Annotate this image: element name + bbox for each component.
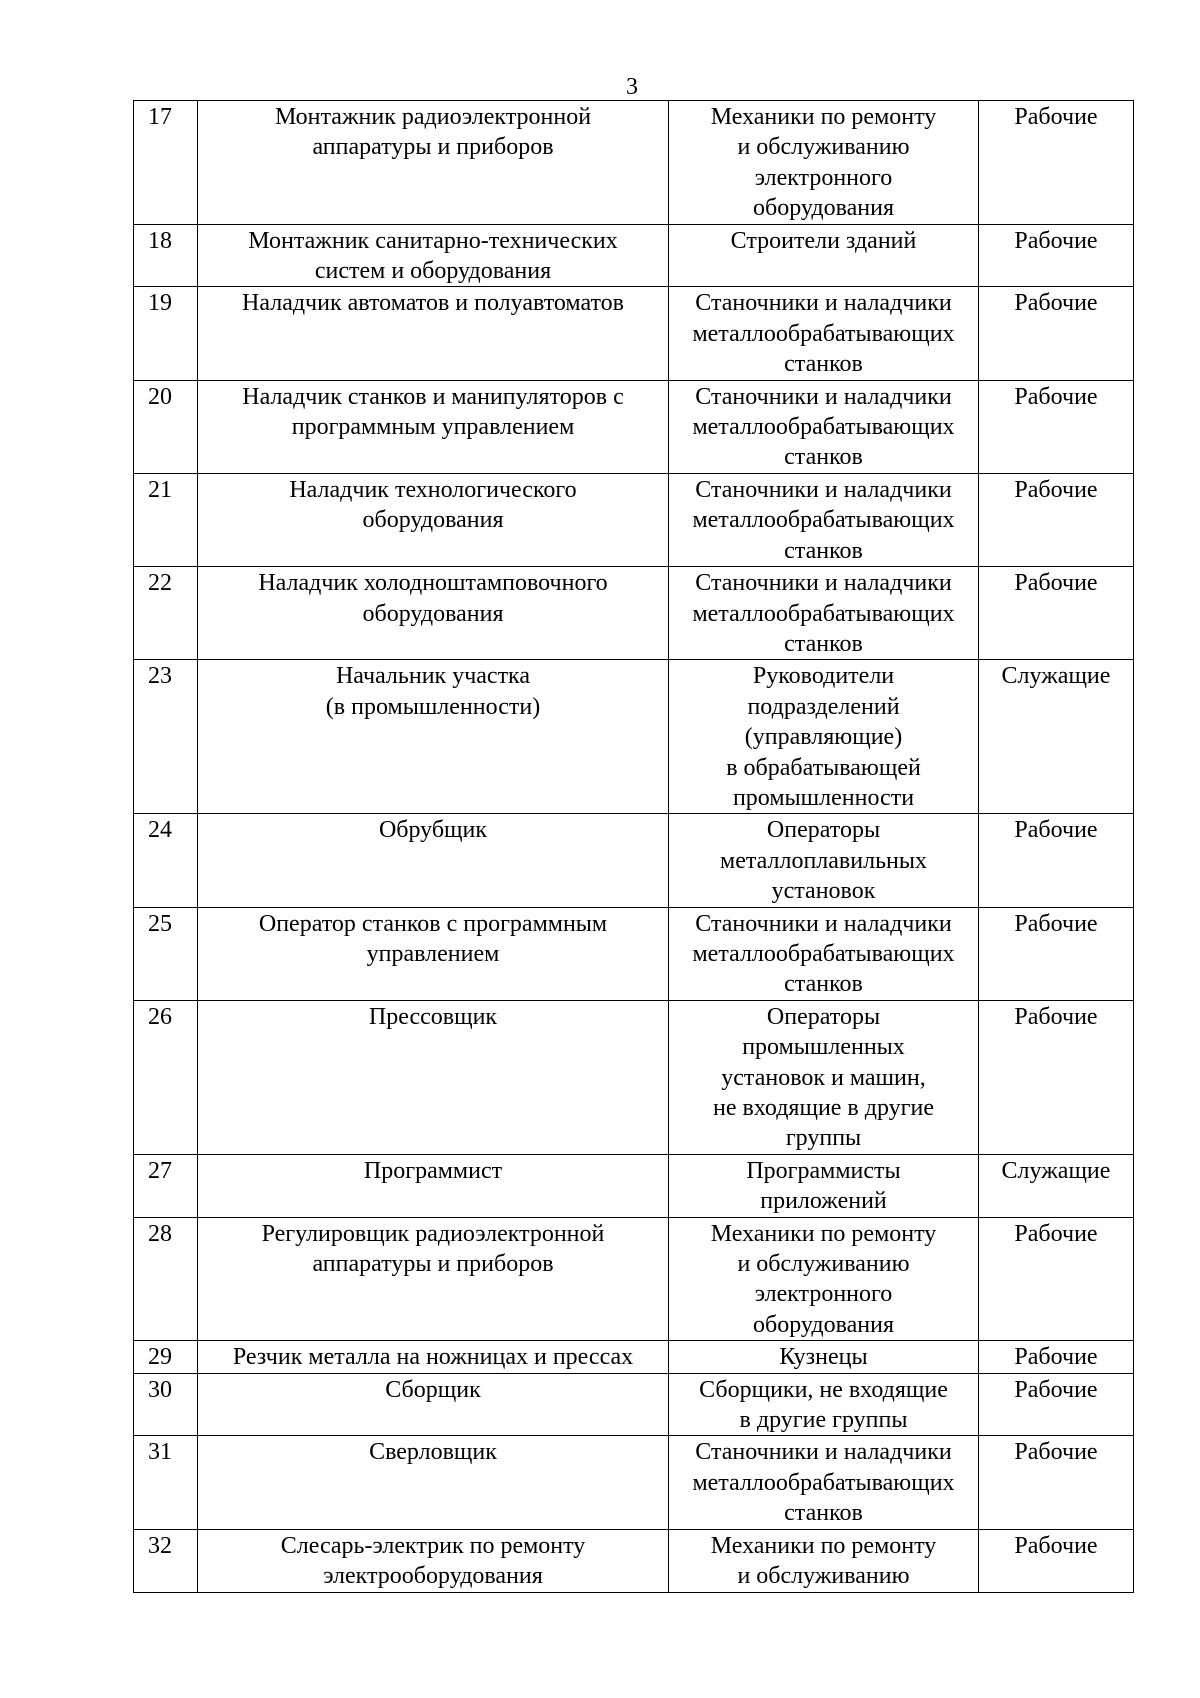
occupation-group-line: металлообрабатывающих <box>692 320 955 347</box>
occupation-group-line: промышленных <box>742 1034 905 1061</box>
occupation-group-line: Операторы <box>766 1003 881 1030</box>
profession-name-line: Слесарь-электрик по ремонту <box>280 1532 586 1559</box>
profession-name-line: Наладчик технологического <box>289 476 577 503</box>
row-number: 26 <box>134 1000 198 1154</box>
table-row <box>134 814 1134 907</box>
profession-name-line: электрооборудования <box>323 1563 543 1590</box>
occupation-group-line: оборудования <box>753 1311 894 1338</box>
occupation-group-line: станков <box>784 537 863 564</box>
profession-name-line: Монтажник радиоэлектронной <box>274 104 592 130</box>
row-number: 17 <box>134 101 198 225</box>
worker-category: Рабочие <box>979 1000 1134 1154</box>
occupation-group-line: оборудования <box>753 195 894 222</box>
occupation-group-line: металлообрабатывающих <box>692 600 955 627</box>
profession-name-line: программным управлением <box>291 414 575 441</box>
occupation-group-line: Станочники и наладчики <box>695 383 952 410</box>
row-number: 20 <box>134 380 198 473</box>
occupation-group-line: металлообрабатывающих <box>692 940 955 967</box>
table-body <box>134 101 1134 1593</box>
worker-category: Рабочие <box>979 287 1134 380</box>
occupation-group <box>669 473 979 566</box>
profession-name <box>198 224 669 287</box>
occupation-group-line: Сборщики, не входящие <box>699 1376 948 1403</box>
profession-name <box>198 907 669 1000</box>
occupation-group <box>669 1154 979 1217</box>
row-number: 18 <box>134 224 198 287</box>
table-row <box>134 1000 1134 1154</box>
worker-category: Рабочие <box>979 1529 1134 1592</box>
profession-name-line: Прессовщик <box>368 1003 498 1030</box>
occupation-group-line: в обрабатывающей <box>726 754 921 781</box>
occupation-group <box>669 907 979 1000</box>
profession-name-line: Обрубщик <box>378 817 488 844</box>
occupation-group-line: металлоплавильных <box>720 847 927 874</box>
occupation-group <box>669 224 979 287</box>
occupation-group <box>669 814 979 907</box>
profession-name-line: Оператор станков с программным <box>258 910 608 937</box>
occupation-group-line: электронного <box>754 1281 893 1308</box>
row-number: 32 <box>134 1529 198 1592</box>
occupation-group-line: станков <box>784 351 863 378</box>
profession-name-line: Программист <box>363 1157 503 1184</box>
table-row <box>134 224 1134 287</box>
profession-name <box>198 1373 669 1436</box>
profession-name-line: аппаратуры и приборов <box>312 1251 554 1278</box>
worker-category: Служащие <box>979 660 1134 814</box>
row-number: 21 <box>134 473 198 566</box>
occupation-group <box>669 1341 979 1373</box>
occupation-group-line: группы <box>785 1125 862 1152</box>
occupation-group-line: Станочники и наладчики <box>695 570 952 597</box>
profession-name-line: Сборщик <box>385 1376 481 1403</box>
table-row <box>134 380 1134 473</box>
profession-name-line: (в промышленности) <box>325 693 541 720</box>
table-row <box>134 1217 1134 1341</box>
profession-name <box>198 380 669 473</box>
occupation-group-line: (управляющие) <box>744 724 903 751</box>
row-number: 22 <box>134 567 198 660</box>
worker-category: Рабочие <box>979 1373 1134 1436</box>
table-row <box>134 287 1134 380</box>
profession-name-line: Наладчик автоматов и полуавтоматов <box>242 290 624 317</box>
profession-name <box>198 1217 669 1341</box>
table-row <box>134 567 1134 660</box>
table-row <box>134 101 1134 225</box>
occupation-group-line: металлообрабатывающих <box>692 414 955 441</box>
worker-category: Рабочие <box>979 567 1134 660</box>
occupation-group-line: приложений <box>760 1188 887 1215</box>
profession-name <box>198 1154 669 1217</box>
occupation-group-line: Механики по ремонту <box>710 104 937 130</box>
occupation-group <box>669 1436 979 1529</box>
profession-name-line: аппаратуры и приборов <box>312 134 554 161</box>
profession-name-line: Резчик металла на ножницах и прессах <box>232 1344 634 1371</box>
occupation-group-line: установок <box>771 878 876 905</box>
profession-name-line: Монтажник санитарно-технических <box>248 227 618 254</box>
occupation-group-line: станков <box>784 444 863 471</box>
occupation-group-line: станков <box>784 630 863 657</box>
table-row <box>134 1529 1134 1592</box>
profession-name-line: Сверловщик <box>369 1439 497 1466</box>
profession-name <box>198 814 669 907</box>
occupation-group <box>669 567 979 660</box>
occupation-group-line: промышленности <box>732 784 915 811</box>
profession-name <box>198 660 669 814</box>
profession-name-line: управлением <box>366 940 500 967</box>
worker-category: Рабочие <box>979 380 1134 473</box>
table-row <box>134 660 1134 814</box>
occupation-group-line: установок и машин, <box>721 1064 926 1091</box>
occupation-group-line: электронного <box>754 164 893 191</box>
occupation-group-line: и обслуживанию <box>737 1563 910 1590</box>
worker-category: Рабочие <box>979 907 1134 1000</box>
occupation-group-line: Механики по ремонту <box>710 1220 937 1247</box>
occupation-group-line: Программисты <box>746 1157 901 1184</box>
occupation-group-line: Механики по ремонту <box>710 1532 937 1559</box>
worker-category: Рабочие <box>979 101 1134 225</box>
worker-category: Рабочие <box>979 1436 1134 1529</box>
profession-name <box>198 473 669 566</box>
occupation-group-line: не входящие в другие <box>712 1095 934 1121</box>
occupation-group <box>669 287 979 380</box>
page-number: 3 <box>626 74 638 100</box>
occupation-group-line: Станочники и наладчики <box>695 910 952 937</box>
occupation-group-line: и обслуживанию <box>737 134 910 161</box>
occupation-group-line: в другие группы <box>739 1407 908 1434</box>
row-number: 25 <box>134 907 198 1000</box>
occupation-group-line: и обслуживанию <box>737 1251 910 1278</box>
row-number: 19 <box>134 287 198 380</box>
profession-name <box>198 287 669 380</box>
occupation-group-line: Станочники и наладчики <box>695 476 952 503</box>
profession-name-line: Наладчик станков и манипуляторов с <box>242 383 624 410</box>
profession-name-line: Наладчик холодноштамповочного <box>258 570 608 597</box>
occupation-group-line: Кузнецы <box>779 1344 868 1371</box>
worker-category: Рабочие <box>979 1217 1134 1341</box>
worker-category: Рабочие <box>979 1341 1134 1373</box>
profession-name-line: систем и оборудования <box>314 258 552 285</box>
worker-category: Рабочие <box>979 224 1134 287</box>
worker-category: Рабочие <box>979 814 1134 907</box>
occupation-group <box>669 660 979 814</box>
row-number: 28 <box>134 1217 198 1341</box>
row-number: 27 <box>134 1154 198 1217</box>
occupation-group-line: станков <box>784 1500 863 1527</box>
table-row <box>134 1373 1134 1436</box>
occupation-group-line: металлообрабатывающих <box>692 1469 955 1496</box>
row-number: 29 <box>134 1341 198 1373</box>
table-row <box>134 1154 1134 1217</box>
occupation-group-line: подразделений <box>747 693 900 720</box>
profession-name <box>198 1341 669 1373</box>
profession-name <box>198 1529 669 1592</box>
profession-name-line: Регулировщик радиоэлектронной <box>261 1220 605 1247</box>
table-row <box>134 1341 1134 1373</box>
occupation-group <box>669 1217 979 1341</box>
row-number: 23 <box>134 660 198 814</box>
occupation-group <box>669 1000 979 1154</box>
profession-name <box>198 101 669 225</box>
row-number: 24 <box>134 814 198 907</box>
table-row <box>134 907 1134 1000</box>
row-number: 30 <box>134 1373 198 1436</box>
occupation-group <box>669 1529 979 1592</box>
occupation-group-line: Строители зданий <box>730 227 917 254</box>
occupation-group-line: станков <box>784 971 863 998</box>
profession-name <box>198 567 669 660</box>
occupation-group-line: Руководители <box>752 663 895 690</box>
professions-table <box>133 100 1134 1593</box>
row-number: 31 <box>134 1436 198 1529</box>
profession-name <box>198 1436 669 1529</box>
table-row <box>134 473 1134 566</box>
occupation-group-line: Станочники и наладчики <box>695 290 952 317</box>
profession-name-line: оборудования <box>362 507 504 534</box>
occupation-group-line: металлообрабатывающих <box>692 507 955 534</box>
profession-name <box>198 1000 669 1154</box>
table-row <box>134 1436 1134 1529</box>
occupation-group <box>669 380 979 473</box>
occupation-group <box>669 101 979 225</box>
occupation-group <box>669 1373 979 1436</box>
occupation-group-line: Станочники и наладчики <box>695 1439 952 1466</box>
worker-category: Служащие <box>979 1154 1134 1217</box>
occupation-group-line: Операторы <box>766 817 881 844</box>
profession-name-line: оборудования <box>362 600 504 627</box>
profession-name-line: Начальник участка <box>335 663 531 690</box>
worker-category: Рабочие <box>979 473 1134 566</box>
